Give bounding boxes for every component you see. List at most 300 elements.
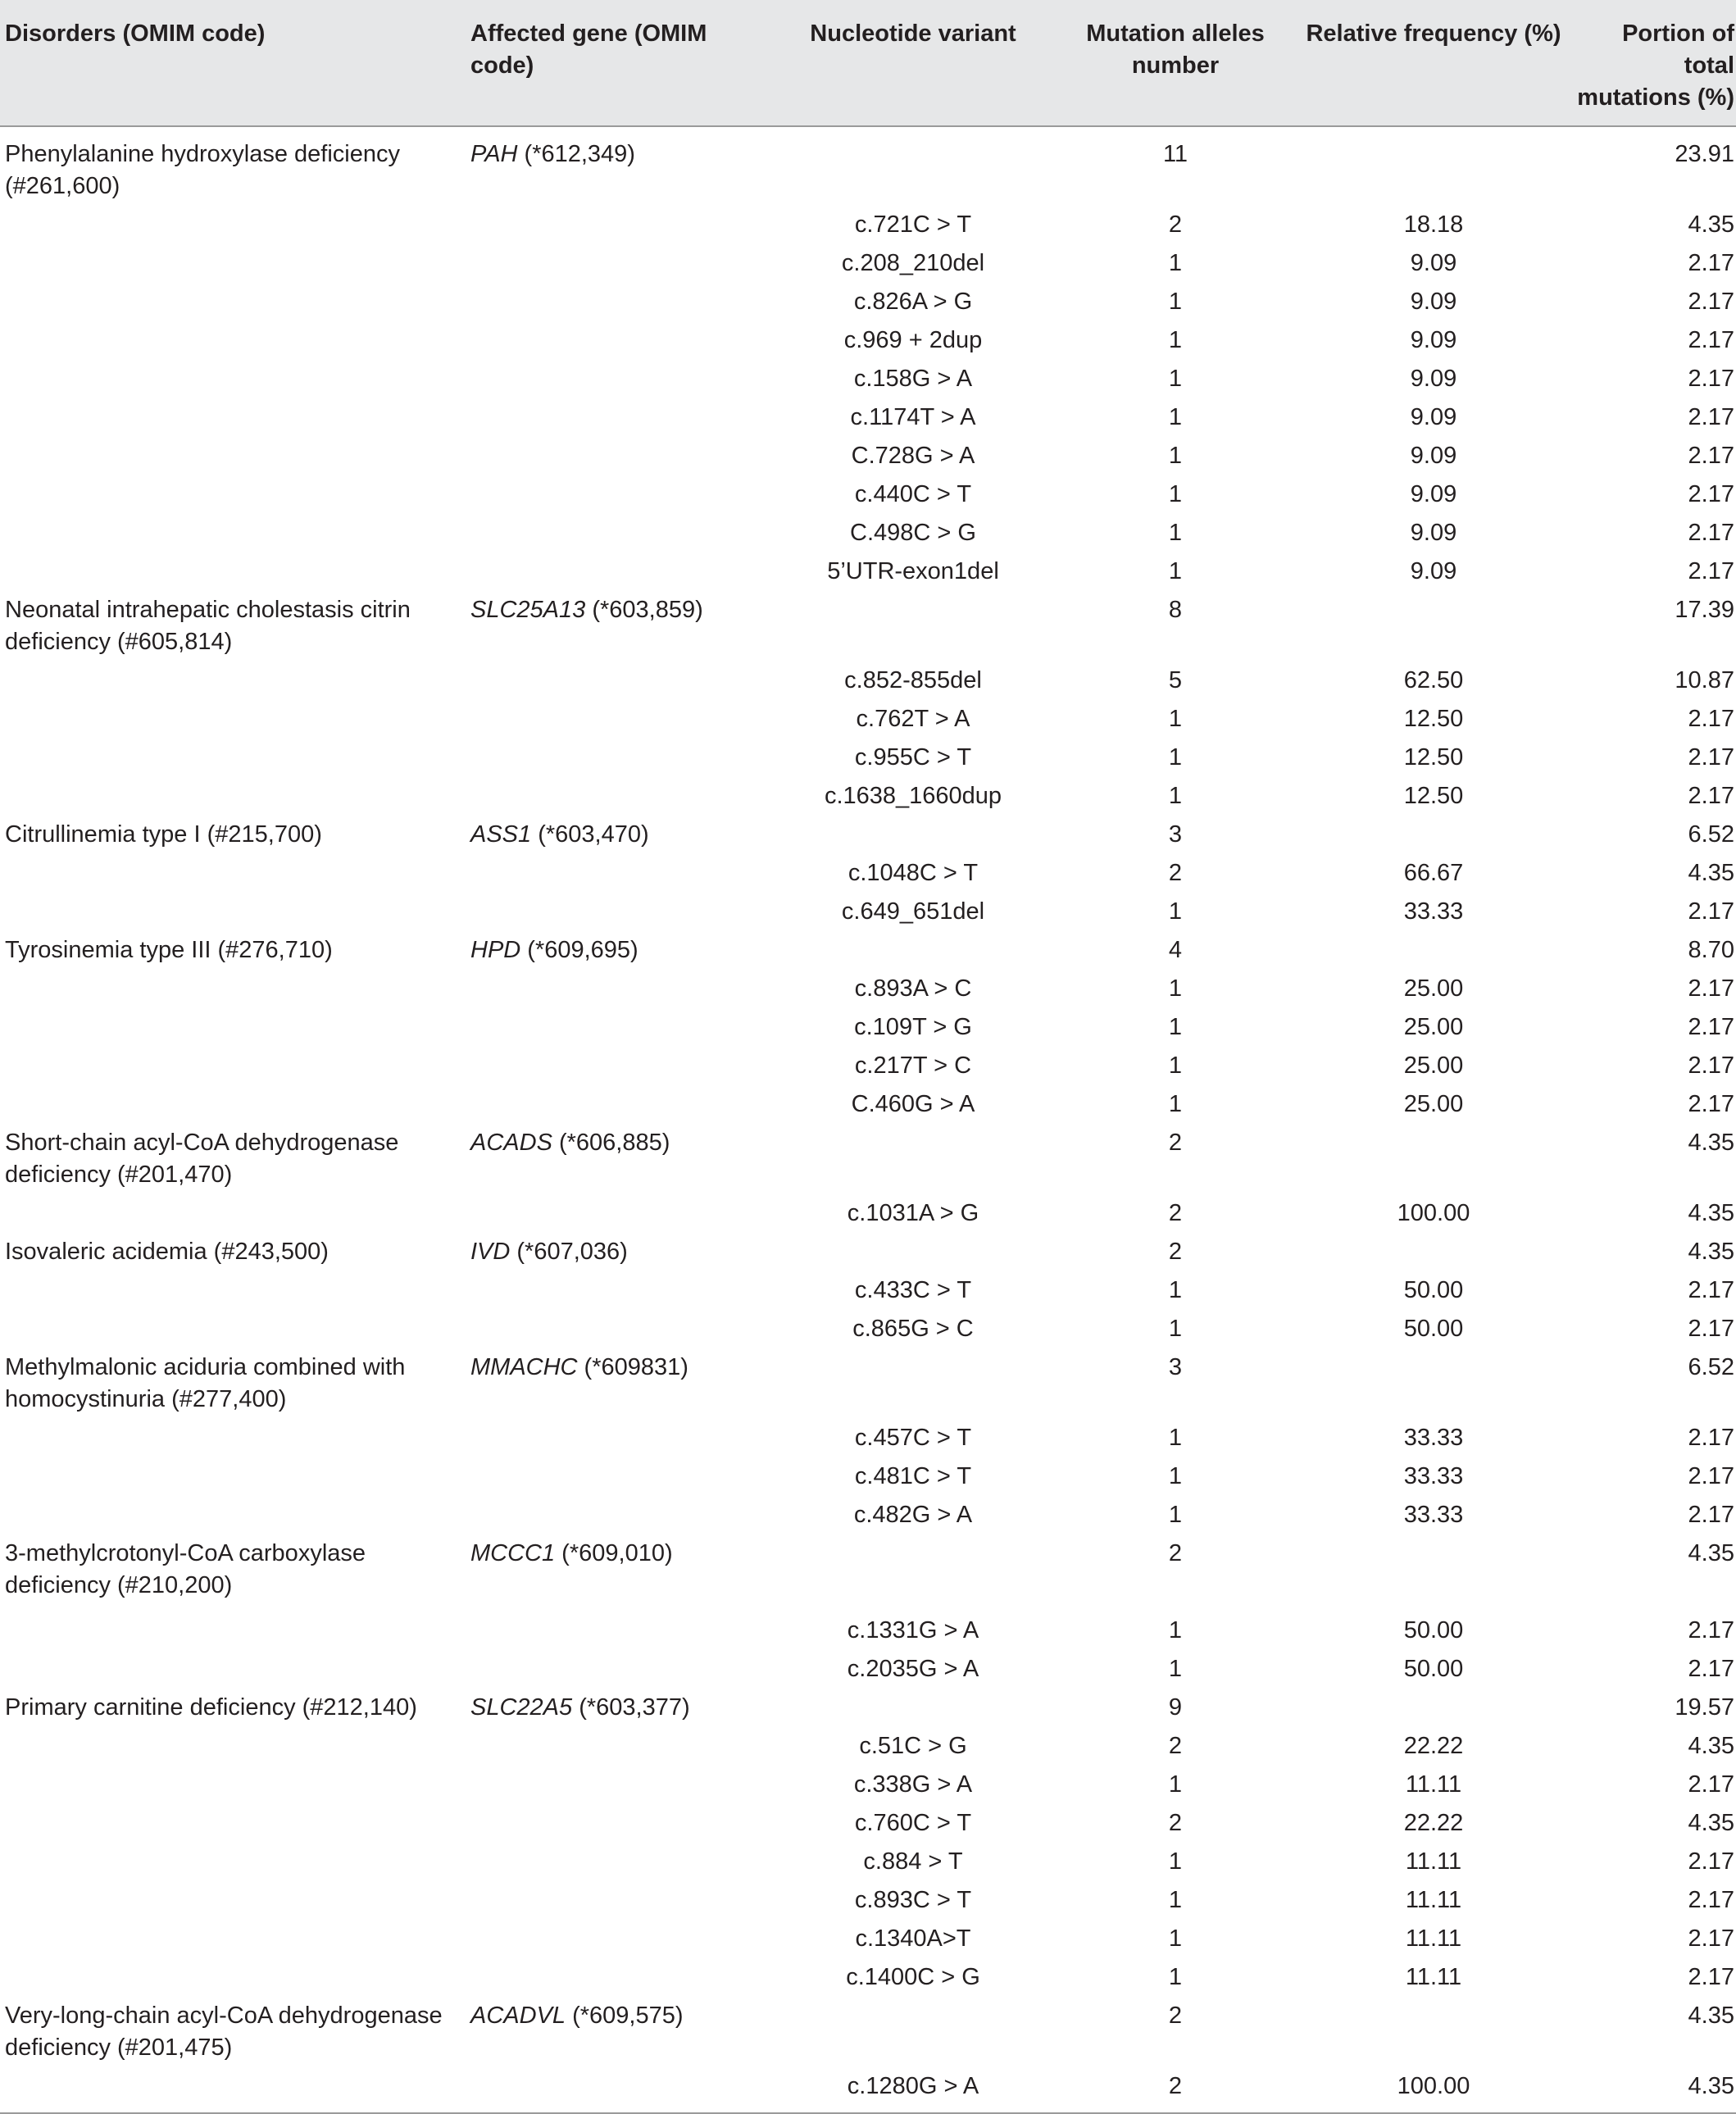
variant-row [0,1310,1736,1348]
relative-frequency: 50.00 [1403,1277,1464,1303]
group-portion: 19.57 [1675,1694,1734,1721]
relative-frequency: 9.09 [1410,520,1457,546]
mutation-alleles: 2 [1168,1733,1183,1759]
empty-cell [470,360,774,398]
gene-omim-code: (*603,470) [531,821,649,848]
nucleotide-variant: c.1638_1660dup [824,783,1002,809]
relative-frequency: 25.00 [1403,1014,1464,1040]
portion-of-total: 2.17 [1688,1848,1734,1875]
gene-symbol: MMACHC [470,1354,578,1380]
mutation-alleles: 1 [1168,1052,1183,1079]
nucleotide-variant: c.1331G > A [847,1617,979,1643]
mutation-alleles: 1 [1168,1848,1183,1875]
affected-gene [470,1348,774,1419]
nucleotide-variant: c.1048C > T [848,860,979,886]
empty-cell [0,552,470,591]
variant-cell [774,1348,1052,1419]
variant-row [0,244,1736,283]
gene-symbol: HPD [470,937,521,963]
nucleotide-variant: c.51C > G [859,1733,967,1759]
variant-row [0,1496,1736,1534]
mutation-alleles: 1 [1168,1425,1183,1451]
nucleotide-variant: c.481C > T [854,1463,972,1489]
variant-row [0,283,1736,321]
mutation-alleles: 1 [1168,1925,1183,1952]
mutation-alleles: 1 [1168,1617,1183,1643]
relative-frequency: 33.33 [1403,1463,1464,1489]
disorder-name: Neonatal intrahepatic cholestasis citrin deficiency (#605,814) [5,597,411,655]
empty-cell [470,970,774,1008]
relative-cell [1298,1124,1569,1194]
gene-omim-code: (*606,885) [552,1130,670,1156]
variant-row [0,1271,1736,1310]
empty-cell [0,514,470,552]
mutation-alleles: 1 [1168,1014,1183,1040]
mutation-alleles: 1 [1168,1502,1183,1528]
group-alleles: 2 [1168,2003,1183,2029]
disorder-row [0,591,1736,661]
nucleotide-variant: c.1031A > G [847,1200,979,1226]
empty-cell [470,1843,774,1881]
group-alleles: 4 [1168,937,1183,963]
empty-cell [0,893,470,931]
relative-frequency: 100.00 [1298,2067,1569,2113]
empty-cell [470,244,774,283]
variant-cell [774,931,1052,970]
disorder-row [0,1348,1736,1419]
relative-frequency: 12.50 [1403,783,1464,809]
empty-cell [470,739,774,777]
nucleotide-variant: c.433C > T [854,1277,972,1303]
variant-row [0,360,1736,398]
portion-of-total: 2.17 [1688,1052,1734,1079]
mutation-alleles: 1 [1168,250,1183,276]
empty-cell [0,1881,470,1920]
disorder-row [0,1689,1736,1727]
portion-of-total: 4.35 [1569,2067,1736,2113]
empty-cell [0,1766,470,1804]
disorder-name: 3-methylcrotonyl-CoA carboxylase deficiency (#210,200) [5,1540,366,1598]
nucleotide-variant: c.1174T > A [850,404,976,430]
portion-of-total: 4.35 [1688,860,1734,886]
empty-cell [0,1419,470,1457]
group-portion: 6.52 [1688,821,1734,848]
relative-cell [1298,816,1569,854]
portion-of-total: 2.17 [1688,975,1734,1002]
empty-cell [470,1457,774,1496]
empty-cell [470,1804,774,1843]
relative-frequency: 9.09 [1410,250,1457,276]
variant-cell [774,1534,1052,1573]
mutation-alleles: 1 [1168,327,1183,353]
empty-cell [0,2067,470,2113]
portion-of-total: 2.17 [1688,481,1734,507]
relative-frequency: 18.18 [1403,211,1464,238]
mutation-alleles: 1 [1168,1277,1183,1303]
variant-cell [774,1233,1052,1271]
relative-frequency: 25.00 [1403,1091,1464,1117]
empty-cell [470,514,774,552]
mutation-alleles: 2 [1168,1200,1183,1226]
relative-frequency: 25.00 [1403,975,1464,1002]
empty-cell [470,1085,774,1124]
portion-of-total: 4.35 [1688,1810,1734,1836]
table-body [0,126,1736,2113]
affected-gene [470,1124,774,1194]
nucleotide-variant: c.955C > T [854,744,972,771]
mutation-alleles: 1 [1168,366,1183,392]
nucleotide-variant: c.1340A>T [855,1925,971,1952]
disorder-name: Short-chain acyl-CoA dehydrogenase deficiency (#201,470) [5,1130,399,1188]
mutation-alleles: 1 [1168,1091,1183,1117]
relative-frequency: 50.00 [1403,1617,1464,1643]
gene-symbol: SLC25A13 [470,597,586,623]
empty-cell [470,1766,774,1804]
relative-frequency: 9.09 [1410,558,1457,584]
affected-gene [470,931,774,970]
relative-frequency: 50.00 [1403,1656,1464,1682]
group-portion: 23.91 [1675,141,1734,167]
gene-symbol: ACADS [470,1130,552,1156]
variant-row [0,700,1736,739]
group-alleles: 3 [1168,1354,1183,1380]
empty-cell [0,1920,470,1958]
portion-of-total: 2.17 [1688,1771,1734,1798]
nucleotide-variant: c.893A > C [854,975,972,1002]
nucleotide-variant: c.217T > C [854,1052,972,1079]
nucleotide-variant: c.760C > T [854,1810,972,1836]
portion-of-total: 2.17 [1688,404,1734,430]
variant-row [0,475,1736,514]
relative-frequency: 50.00 [1403,1316,1464,1342]
empty-cell [470,206,774,244]
empty-cell [470,1573,774,1612]
empty-cell [470,1727,774,1766]
variant-row [0,1047,1736,1085]
gene-symbol: IVD [470,1239,511,1265]
portion-of-total: 2.17 [1688,558,1734,584]
empty-cell [0,777,470,816]
relative-frequency: 12.50 [1403,706,1464,732]
portion-of-total: 2.17 [1688,1925,1734,1952]
relative-frequency: 22.22 [1403,1810,1464,1836]
mutation-alleles: 2 [1168,860,1183,886]
empty-cell [470,2067,774,2113]
mutation-alleles: 1 [1168,1656,1183,1682]
variant-row [0,1612,1736,1650]
affected-gene [470,816,774,854]
mutation-alleles: 1 [1168,744,1183,771]
nucleotide-variant: c.208_210del [841,250,985,276]
mutation-alleles: 2 [1168,211,1183,238]
relative-frequency: 11.11 [1405,1771,1462,1798]
group-alleles: 9 [1168,1694,1183,1721]
relative-frequency: 25.00 [1403,1052,1464,1079]
mutation-alleles: 5 [1168,667,1183,693]
relative-frequency: 9.09 [1410,443,1457,469]
variant-row [0,739,1736,777]
header-relative: Relative frequency (%) [1298,0,1569,126]
affected-gene [470,1997,774,2067]
variant-row [0,1727,1736,1766]
variant-row [0,552,1736,591]
variant-row [0,1085,1736,1124]
empty-cell [0,1843,470,1881]
portion-of-total: 2.17 [1688,1091,1734,1117]
portion-of-total: 2.17 [1688,1887,1734,1913]
disorder-name: Phenylalanine hydroxylase deficiency (#261,600) [5,141,401,199]
nucleotide-variant: 5’UTR-exon1del [827,558,999,584]
nucleotide-variant: c.1280G > A [774,2067,1052,2113]
relative-cell [1298,591,1569,661]
variant-row [0,1958,1736,1997]
nucleotide-variant: c.893C > T [854,1887,972,1913]
group-portion: 4.35 [1688,1130,1734,1156]
relative-cell [1298,1233,1569,1271]
empty-cell [470,777,774,816]
nucleotide-variant: c.440C > T [854,481,972,507]
nucleotide-variant: c.721C > T [854,211,972,238]
portion-of-total: 2.17 [1688,706,1734,732]
empty-cell [470,1008,774,1047]
empty-cell [0,321,470,360]
empty-cell [0,739,470,777]
portion-of-total: 4.35 [1688,211,1734,238]
relative-frequency: 9.09 [1410,327,1457,353]
relative-cell [1298,1348,1569,1419]
group-portion: 4.35 [1688,1239,1734,1265]
nucleotide-variant: c.338G > A [853,1771,973,1798]
mutation-alleles: 2 [1168,1810,1183,1836]
variant-row [0,1804,1736,1843]
group-alleles: 11 [1162,141,1188,167]
nucleotide-variant: C.498C > G [850,520,976,546]
mutation-alleles: 1 [1168,706,1183,732]
affected-gene [470,1534,774,1573]
gene-omim-code: (*603,859) [585,597,703,623]
group-portion: 6.52 [1688,1354,1734,1380]
empty-cell [470,1194,774,1233]
empty-cell [1569,1573,1736,1612]
mutation-alleles: 1 [1168,1964,1183,1990]
disorder-row [0,1233,1736,1271]
portion-of-total: 4.35 [1688,1200,1734,1226]
variant-row [0,1766,1736,1804]
portion-of-total: 2.17 [1688,327,1734,353]
group-portion: 8.70 [1688,937,1734,963]
mutation-alleles: 1 [1168,783,1183,809]
group-portion: 4.35 [1688,1540,1734,1566]
variant-row [0,1920,1736,1958]
portion-of-total: 2.17 [1688,1277,1734,1303]
header-portion: Portion of total mutations (%) [1569,0,1736,126]
empty-cell [470,1047,774,1085]
nucleotide-variant: c.2035G > A [847,1656,979,1682]
group-alleles: 3 [1168,821,1183,848]
variant-row [0,777,1736,816]
empty-cell [0,283,470,321]
nucleotide-variant: c.482G > A [853,1502,973,1528]
variant-row [0,514,1736,552]
mutation-alleles: 1 [1168,1887,1183,1913]
disorder-row [0,126,1736,206]
header-row [0,0,1736,126]
empty-cell [1298,1573,1569,1612]
mutation-alleles: 1 [1168,1463,1183,1489]
empty-cell [470,398,774,437]
empty-cell [470,1271,774,1310]
empty-cell [0,1650,470,1689]
variant-row [0,1419,1736,1457]
portion-of-total: 2.17 [1688,1014,1734,1040]
mutation-alleles: 1 [1168,975,1183,1002]
relative-frequency: 22.22 [1403,1733,1464,1759]
relative-frequency: 9.09 [1410,404,1457,430]
portion-of-total: 2.17 [1688,289,1734,315]
mutation-alleles: 1 [1168,558,1183,584]
empty-cell [470,700,774,739]
group-portion: 4.35 [1688,2003,1734,2029]
mutation-alleles: 1 [1168,481,1183,507]
portion-of-total: 2.17 [1688,1656,1734,1682]
empty-cell [470,854,774,893]
disorder-name: Very-long-chain acyl-CoA dehydrogenase deficiency (#201,475) [5,2003,443,2061]
relative-frequency: 33.33 [1403,1502,1464,1528]
nucleotide-variant: c.865G > C [852,1316,974,1342]
affected-gene [470,591,774,661]
empty-cell [470,475,774,514]
disorder-row [0,931,1736,970]
group-alleles: 2 [1168,1239,1183,1265]
header-gene: Affected gene (OMIM code) [470,0,774,126]
variant-row [0,398,1736,437]
empty-cell [470,437,774,475]
disorder-name: Methylmalonic aciduria combined with homocystinuria (#277,400) [5,1354,406,1412]
portion-of-total: 2.17 [1688,783,1734,809]
portion-of-total: 4.35 [1688,1733,1734,1759]
variant-row [0,893,1736,931]
empty-cell [0,1047,470,1085]
header-alleles: Mutation alleles number [1052,0,1298,126]
portion-of-total: 2.17 [1688,366,1734,392]
empty-cell [0,1496,470,1534]
variant-cell [774,1997,1052,2067]
empty-cell [470,893,774,931]
empty-cell [470,552,774,591]
mutation-alleles: 1 [1168,520,1183,546]
variant-row [0,1650,1736,1689]
portion-of-total: 2.17 [1688,1316,1734,1342]
nucleotide-variant: c.1400C > G [846,1964,980,1990]
variant-row [0,1457,1736,1496]
portion-of-total: 2.17 [1688,250,1734,276]
nucleotide-variant: C.460G > A [851,1091,975,1117]
portion-of-total: 10.87 [1675,667,1734,693]
variant-row [0,1194,1736,1233]
relative-frequency: 33.33 [1403,1425,1464,1451]
gene-symbol: ASS1 [470,821,532,848]
portion-of-total: 2.17 [1688,744,1734,771]
relative-frequency: 9.09 [1410,289,1457,315]
variant-row [0,437,1736,475]
empty-cell [0,1008,470,1047]
variant-row [0,970,1736,1008]
empty-cell [470,1310,774,1348]
gene-symbol: SLC22A5 [470,1694,573,1721]
relative-frequency: 66.67 [1403,860,1464,886]
empty-cell [470,1958,774,1997]
nucleotide-variant: c.457C > T [854,1425,972,1451]
nucleotide-variant: c.762T > A [856,706,970,732]
variant-row [0,1881,1736,1920]
empty-cell [0,1085,470,1124]
empty-cell [470,1881,774,1920]
portion-of-total: 2.17 [1688,1964,1734,1990]
portion-of-total: 2.17 [1688,898,1734,925]
header-disorders: Disorders (OMIM code) [0,0,470,126]
relative-frequency: 12.50 [1403,744,1464,771]
variant-cell [774,816,1052,854]
empty-cell [470,661,774,700]
empty-cell [0,1194,470,1233]
empty-cell [0,1310,470,1348]
portion-of-total: 2.17 [1688,1425,1734,1451]
mutation-alleles: 2 [1052,2067,1298,2113]
gene-omim-code: (*609,695) [520,937,639,963]
empty-cell [470,1612,774,1650]
nucleotide-variant: c.109T > G [854,1014,972,1040]
variant-cell [774,591,1052,661]
relative-frequency: 11.11 [1405,1887,1462,1913]
mutation-alleles: 1 [1168,1316,1183,1342]
empty-cell [470,1419,774,1457]
relative-frequency: 11.11 [1405,1964,1462,1990]
portion-of-total: 2.17 [1688,1617,1734,1643]
portion-of-total: 2.17 [1688,1463,1734,1489]
disorder-name: Primary carnitine deficiency (#212,140) [5,1694,417,1721]
relative-frequency: 9.09 [1410,366,1457,392]
disorder-name: Tyrosinemia type III (#276,710) [5,937,333,963]
relative-cell [1298,931,1569,970]
group-alleles: 2 [1168,1540,1183,1566]
affected-gene [470,126,774,206]
relative-frequency: 11.11 [1405,1925,1462,1952]
variant-row [0,854,1736,893]
empty-cell [0,437,470,475]
empty-cell [0,398,470,437]
variant-cell [774,1124,1052,1194]
empty-cell [0,1804,470,1843]
empty-cell [0,1612,470,1650]
relative-cell [1298,1534,1569,1573]
relative-frequency: 9.09 [1410,481,1457,507]
nucleotide-variant: C.728G > A [851,443,975,469]
relative-cell [1298,126,1569,206]
empty-cell [0,244,470,283]
gene-omim-code: (*603,377) [572,1694,690,1721]
mutation-alleles: 1 [1168,443,1183,469]
empty-cell [774,1573,1052,1612]
empty-cell [0,1958,470,1997]
portion-of-total: 2.17 [1688,520,1734,546]
variant-row [0,206,1736,244]
relative-frequency: 62.50 [1403,667,1464,693]
gene-symbol: MCCC1 [470,1540,556,1566]
empty-cell [0,1727,470,1766]
empty-cell [0,1457,470,1496]
variant-cell [774,126,1052,206]
gene-omim-code: (*609,575) [566,2003,684,2029]
